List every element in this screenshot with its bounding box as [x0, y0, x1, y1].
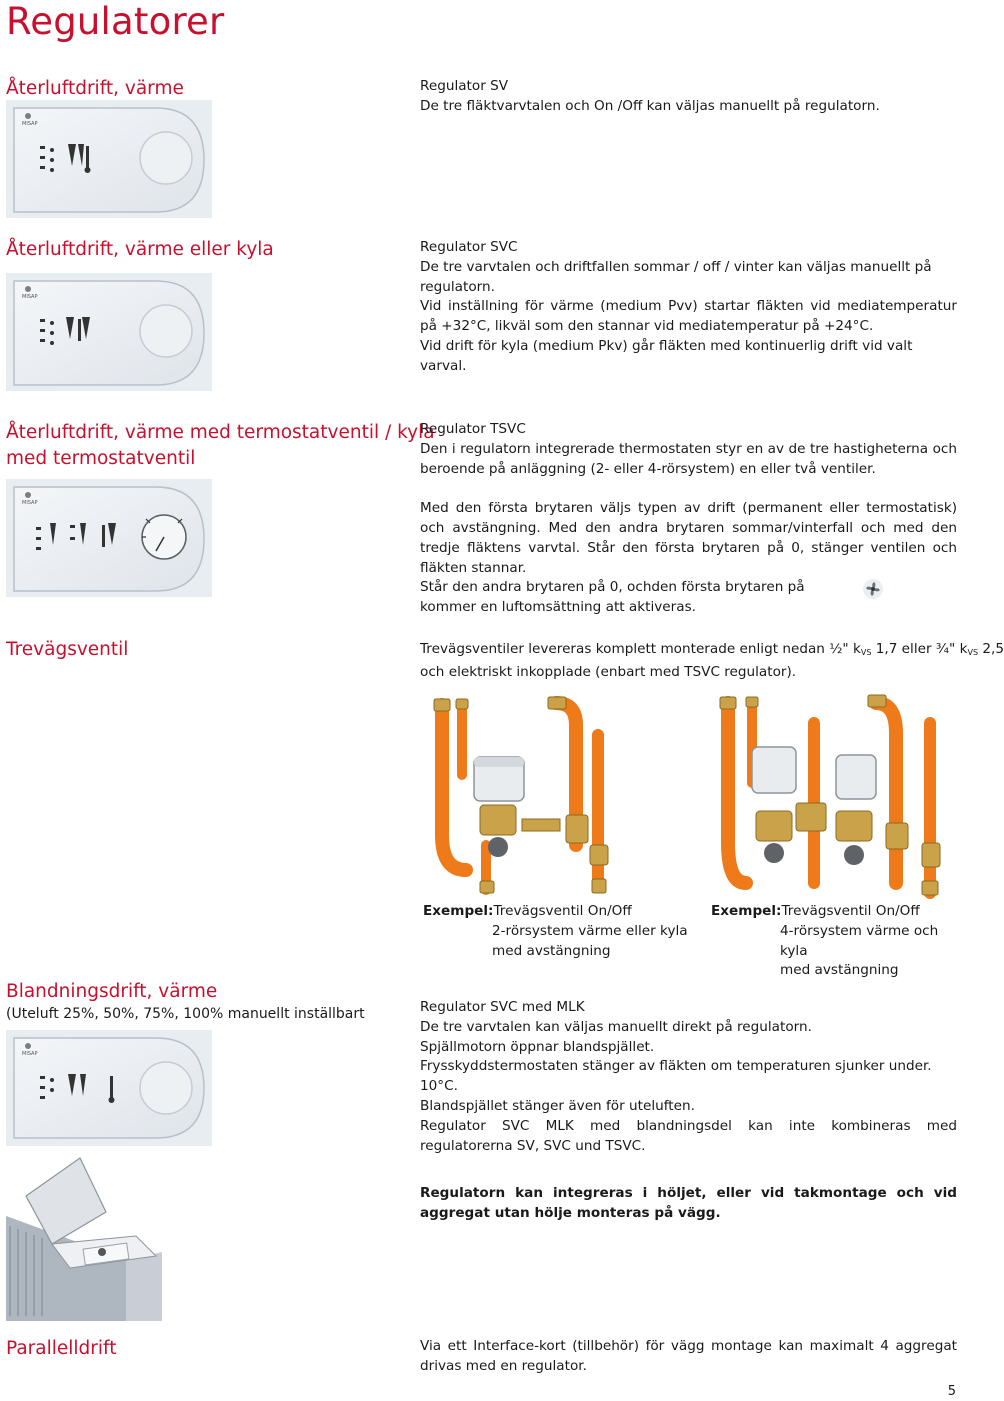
unit-integrated-image	[6, 1156, 162, 1321]
regulator-svc-text	[420, 238, 957, 377]
regulator-sv-title: Regulator SV	[420, 78, 509, 94]
page-title: Regulatorer	[6, 0, 225, 43]
section-heading-sv: Återluftdrift, värme	[6, 78, 184, 99]
regulator-mlk-title: Regulator SVC med MLK	[420, 999, 585, 1015]
valve-text-line-2: och elektriskt inkopplade (enbart med TSVC regulator).	[420, 663, 797, 680]
regulator-tsvc-para-2: Med den första brytaren väljs typen av drift (permanent eller termostatisk) och avstängning. Med den andra brytaren sommar/vinterfall och med den tredje fläktens varvtal. Står den första brytaren på 0, stänger ventilen och fläkten stannar.	[420, 500, 957, 576]
example-2-title: Trevägsventil On/Off	[781, 903, 920, 919]
valve-text-b: 1,7 eller ¾" k	[871, 641, 968, 657]
valve-text-c: 2,5	[978, 641, 1004, 657]
regulator-mlk-line-3: Frysskyddstermostaten stänger av fläkten om temperaturen sjunker under. 10°C.	[420, 1058, 932, 1095]
regulator-tsvc-image	[6, 479, 212, 597]
integration-text: Regulatorn kan integreras i höljet, eller vid takmontage och vid aggregat utan hölje monteras på vägg.	[420, 1185, 957, 1221]
regulator-mlk-line-1: De tre varvtalen kan väljas manuellt direkt på regulatorn.	[420, 1018, 812, 1035]
valve-text-a: Trevägsventiler levereras komplett monterade enligt nedan ½" k	[420, 641, 861, 657]
fan-icon	[862, 578, 884, 600]
brand-label: MISAP	[22, 1051, 38, 1057]
regulator-tsvc-para-1: Den i regulatorn integrerade thermostaten styr en av de tre hastigheterna och beroende på anläggning (2- eller 4-rörsystem) en eller två ventiler.	[420, 440, 957, 477]
regulator-mlk-line-5: Regulator SVC MLK med blandningsdel kan inte kombineras med regulatorerna SV, SVC und TSVC.	[420, 1117, 957, 1154]
section-heading-parallel: Parallelldrift	[6, 1338, 117, 1359]
example-2-line-2: 4-rörsystem värme och kyla	[780, 922, 939, 959]
brand-label: MISAP	[22, 294, 38, 300]
valve-text	[420, 640, 1004, 683]
example-2-line-3: med avstängning	[780, 962, 899, 979]
brand-label: MISAP	[22, 121, 38, 127]
regulator-tsvc-para-3: Står den andra brytaren på 0, ochden första brytaren på	[420, 579, 805, 596]
regulator-mlk-image	[6, 1030, 212, 1146]
valve-sub-1: VS	[860, 648, 872, 657]
regulator-svc-line-2: Vid inställning för värme (medium Pvv) startar fläkten vid mediatemperatur på +32°C, likväl som den stannar vid mediatemperatur på +24°C.	[420, 298, 957, 335]
valve-2pipe-image	[426, 695, 642, 900]
regulator-mlk-text	[420, 998, 957, 1156]
regulator-sv-image	[6, 100, 212, 218]
regulator-sv-desc: De tre fläktvarvtalen och On /Off kan väljas manuellt på regulatorn.	[420, 97, 880, 114]
regulator-sv-text	[420, 77, 957, 117]
regulator-svc-title: Regulator SVC	[420, 239, 518, 255]
section-heading-tsvc	[6, 420, 435, 472]
example-1-title: Trevägsventil On/Off	[493, 903, 632, 919]
regulator-tsvc-title: Regulator TSVC	[420, 421, 526, 437]
valve-sub-2: VS	[967, 648, 979, 657]
section-heading-mlk: Blandningsdrift, värme	[6, 981, 218, 1002]
regulator-svc-line-3: Vid drift för kyla (medium Pkv) går fläkten med kontinuerlig drift vid valt varval.	[420, 337, 913, 374]
valve-4pipe-image	[716, 693, 959, 903]
regulator-svc-line-1: De tre varvtalen och driftfallen sommar / off / vinter kan väljas manuellt på regulatorn.	[420, 258, 932, 295]
example-1-label: Exempel:	[423, 903, 494, 919]
section-heading-tsvc-line-1: Återluftdrift, värme med termostatventil / kyla	[6, 422, 435, 443]
section-heading-tsvc-line-2: med termostatventil	[6, 448, 196, 469]
brand-label: MISAP	[22, 500, 38, 506]
regulator-mlk-line-2: Spjällmotorn öppnar blandspjället.	[420, 1038, 655, 1055]
valve-example-2	[711, 902, 960, 981]
regulator-mlk-line-4: Blandspjället stänger även för uteluften.	[420, 1097, 695, 1114]
example-1-line-3: med avstängning	[492, 942, 611, 959]
regulator-tsvc-para-4: kommer en luftomsättning att aktiveras.	[420, 599, 696, 616]
parallel-text: Via ett Interface-kort (tillbehör) för vägg montage kan maximalt 4 aggregat drivas med en regulator.	[420, 1338, 957, 1374]
page-number: 5	[947, 1384, 956, 1399]
example-1-line-2: 2-rörsystem värme eller kyla	[492, 922, 688, 939]
section-subheading-mlk: (Uteluft 25%, 50%, 75%, 100% manuellt inställbart	[6, 1006, 365, 1022]
valve-example-1	[423, 902, 703, 961]
example-2-label: Exempel:	[711, 903, 782, 919]
section-heading-valve: Trevägsventil	[6, 639, 129, 660]
regulator-svc-image	[6, 273, 212, 391]
section-heading-svc: Återluftdrift, värme eller kyla	[6, 239, 274, 260]
